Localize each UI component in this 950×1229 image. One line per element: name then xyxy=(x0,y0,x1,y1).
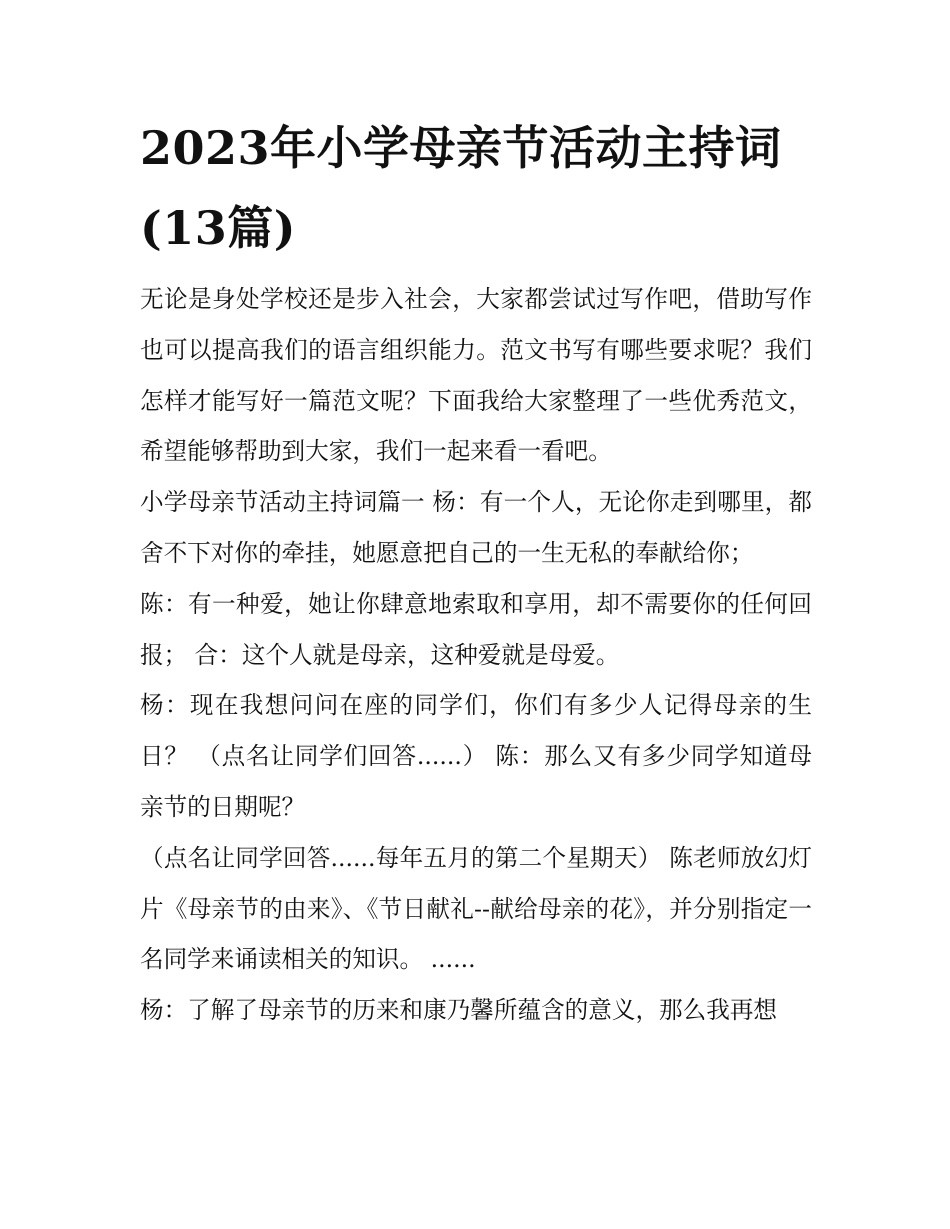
paragraph: 无论是身处学校还是步入社会，大家都尝试过写作吧，借助写作也可以提高我们的语言组织能力。范文书写有哪些要求呢？我们怎样才能写好一篇范文呢？下面我给大家整理了一些优秀范文，希望能够帮助到大家，我们一起来看一看吧。 xyxy=(140,285,812,466)
paragraph: 杨：现在我想问问在座的同学们，你们有多少人记得母亲的生日？ （点名让同学们回答......） 陈：那么又有多少同学知道母亲节的日期呢？ xyxy=(140,691,812,821)
paragraph: （点名让同学回答......每年五月的第二个星期天） 陈老师放幻灯片《母亲节的由来》、《节日献礼--献给母亲的花》，并分别指定一名同学来诵读相关的知识。 ...... xyxy=(140,843,812,974)
paragraph: 杨：了解了母亲节的历来和康乃馨所蕴含的意义，那么我再想 xyxy=(140,996,778,1025)
document-body xyxy=(140,274,812,1036)
paragraph: 小学母亲节活动主持词篇一 杨：有一个人，无论你走到哪里，都舍不下对你的牵挂，她愿意把自己的一生无私的奉献给你； xyxy=(140,488,812,567)
paragraph: 陈：有一种爱，她让你肆意地索取和享用，却不需要你的任何回报； 合：这个人就是母亲，这种爱就是母爱。 xyxy=(140,589,812,669)
document-title: 2023年小学母亲节活动主持词(13篇) xyxy=(140,121,782,255)
document-page xyxy=(140,108,812,1036)
